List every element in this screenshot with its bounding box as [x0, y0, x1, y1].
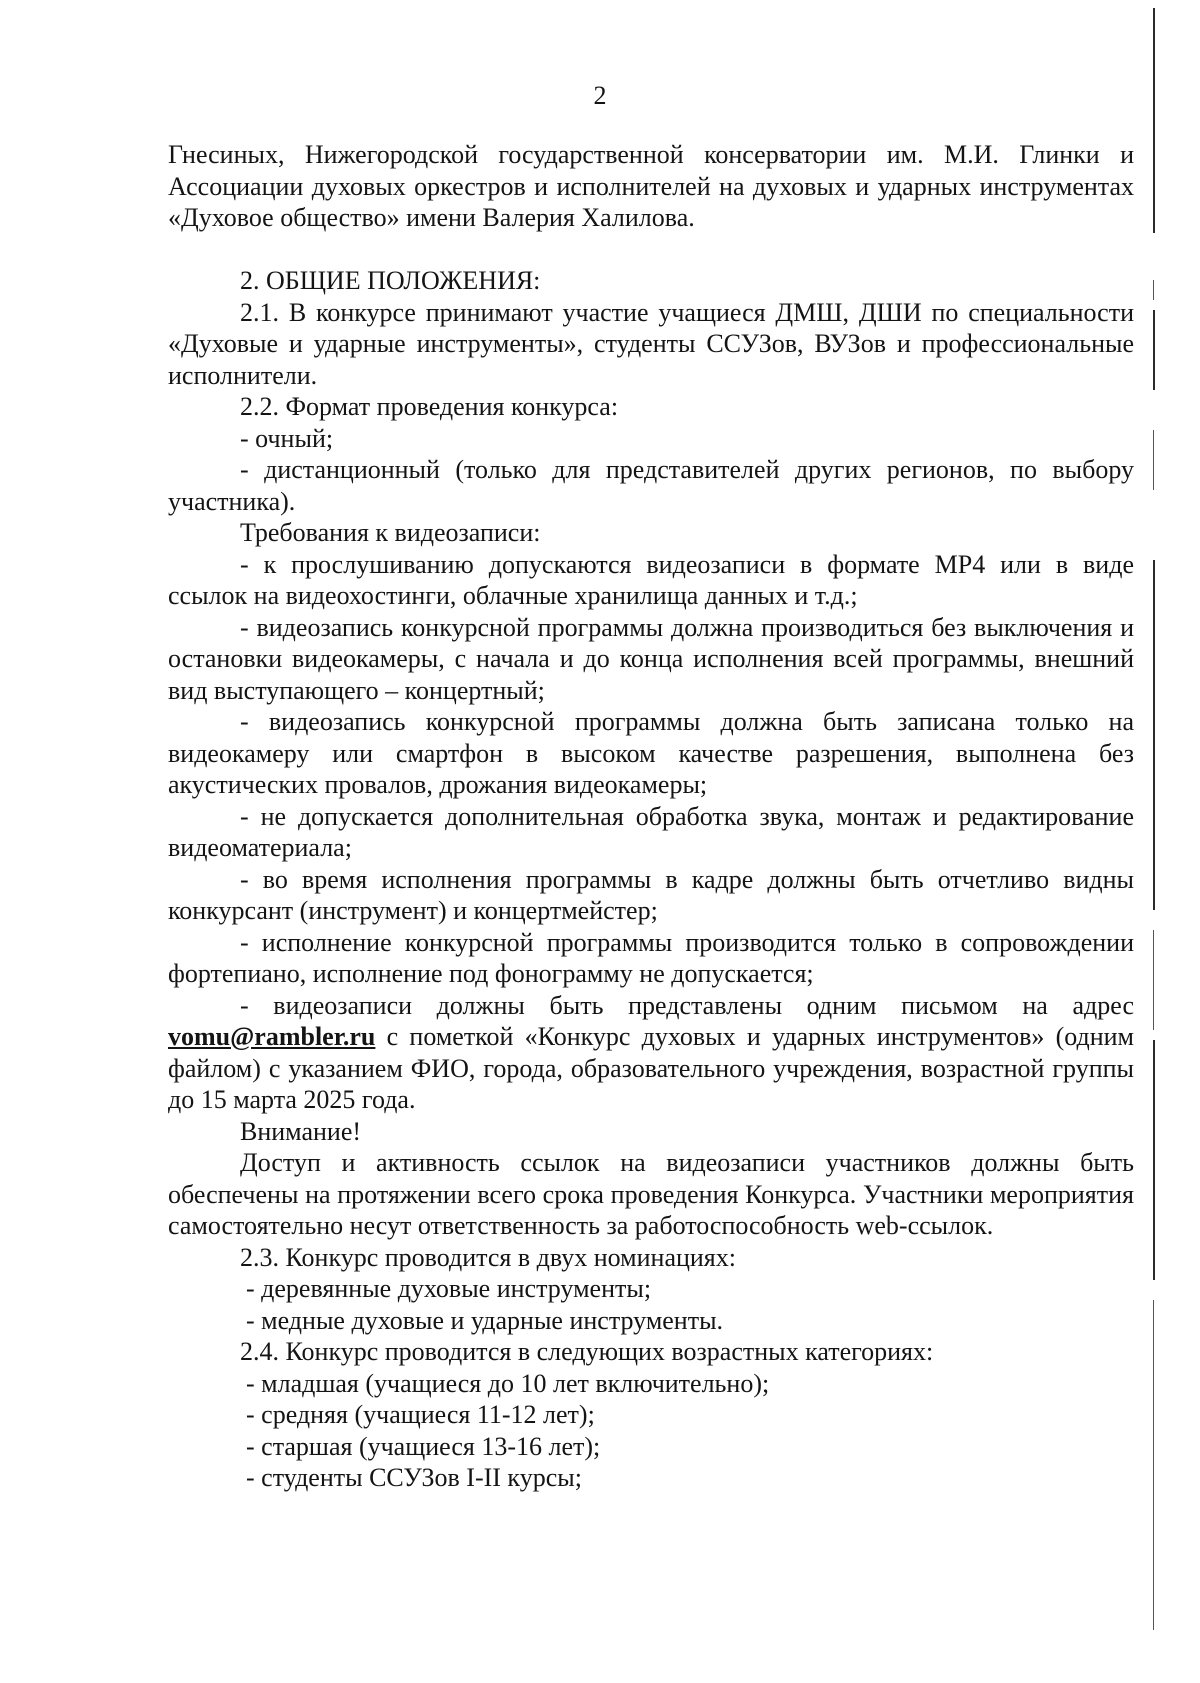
video-requirement-item: - не допускается дополнительная обработка звука, монтаж и редактирование видеоматериала; — [168, 801, 1134, 862]
submission-suffix: с пометкой «Конкурс духовых и ударных инструментов» (одним файлом) с указанием ФИО, города, образовательного учреждения, возрастной группы до 15 марта 2025 года. — [168, 1022, 1134, 1114]
format-item: - дистанционный (только для представителей других регионов, по выбору участника). — [168, 455, 1134, 516]
video-requirement-item: - к прослушиванию допускаются видеозаписи в формате MP4 или в виде ссылок на видеохостинги, облачные хранилища данных и т.д.; — [168, 549, 1134, 610]
video-requirements-title: Требования к видеозаписи: — [240, 518, 541, 547]
scan-edge-mark — [1153, 430, 1154, 490]
scan-edge-mark — [1153, 1040, 1155, 1280]
submission-prefix: - видеозаписи должны быть представлены одним письмом на адрес — [240, 990, 1134, 1020]
attention-title: Внимание! — [240, 1116, 362, 1146]
age-category-item: - средняя (учащиеся 11-12 лет); — [246, 1400, 595, 1429]
age-category-item: - студенты ССУЗов I-II курсы; — [246, 1463, 582, 1492]
scan-edge-mark — [1153, 930, 1154, 1030]
scan-edge-mark — [1153, 8, 1155, 233]
intro-block — [168, 139, 1134, 234]
scan-edge-mark — [1153, 280, 1154, 300]
attention-text: Доступ и активность ссылок на видеозаписи участников должны быть обеспечены на протяжении всего срока проведения Конкурса. Участники мероприятия самостоятельно несут ответственность за работоспособность web-ссылок. — [168, 1148, 1134, 1240]
email-link[interactable]: vomu@rambler.ru — [168, 1022, 376, 1051]
video-requirement-item: - видеозапись конкурсной программы должна производиться без выключения и остановки видеокамеры, с начала и до конца исполнения всей программы, внешний вид выступающего – концертный; — [168, 612, 1134, 705]
intro-paragraph: Гнесиных, Нижегородской государственной консерватории им. М.И. Глинки и Ассоциации духовых оркестров и исполнителей на духовых и ударных инструментах «Духовое общество» имени Валерия Халилова. — [168, 140, 1134, 232]
clause-2-3-title: 2.3. Конкурс проводится в двух номинациях: — [240, 1242, 736, 1272]
scan-edge-mark — [1153, 560, 1155, 910]
clause-2-2-title: 2.2. Формат проведения конкурса: — [240, 392, 619, 421]
general-provisions-section — [168, 265, 1134, 1494]
nomination-item: - деревянные духовые инструменты; — [246, 1274, 652, 1303]
video-requirement-item: - видеозапись конкурсной программы должна быть записана только на видеокамеру или смартфон в высоком качестве разрешения, выполнена без акустических провалов, дрожания видеокамеры; — [168, 707, 1134, 799]
submission-item — [168, 990, 1134, 1116]
video-requirement-item: - во время исполнения программы в кадре должны быть отчетливо видны конкурсант (инструмент) и концертмейстер; — [168, 864, 1134, 925]
video-requirement-item: - исполнение конкурсной программы производится только в сопровождении фортепиано, исполнение под фонограмму не допускается; — [168, 927, 1134, 988]
format-item: - очный; — [240, 423, 334, 453]
section-heading: 2. ОБЩИЕ ПОЛОЖЕНИЯ: — [240, 266, 541, 295]
clause-2-1: 2.1. В конкурсе принимают участие учащиеся ДМШ, ДШИ по специальности «Духовые и ударные инструменты», студенты ССУЗов, ВУЗов и профессиональные исполнители. — [168, 297, 1134, 390]
age-category-item: - младшая (учащиеся до 10 лет включительно); — [246, 1368, 770, 1398]
age-category-item: - старшая (учащиеся 13-16 лет); — [246, 1431, 601, 1461]
scan-edge-mark — [1153, 1300, 1154, 1630]
nomination-item: - медные духовые и ударные инструменты. — [246, 1305, 724, 1335]
scan-edge-mark — [1153, 310, 1155, 390]
page-number: 2 — [593, 81, 607, 110]
clause-2-4-title: 2.4. Конкурс проводится в следующих возрастных категориях: — [240, 1337, 934, 1366]
